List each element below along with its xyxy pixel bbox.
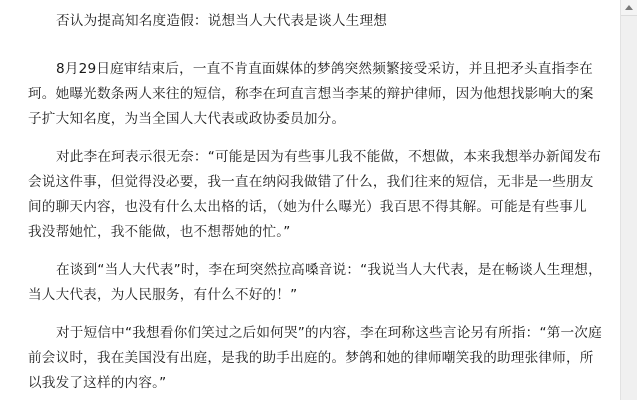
arrow-up-icon (625, 5, 633, 10)
paragraph-1-line-3: 子扩大知名度，为当全国人大代表或政协委员加分。 (28, 111, 346, 127)
paragraph-3-line-1: 在谈到“当人大代表”时，李在珂突然拉高嗓音说：“我说当人大代表，是在畅谈人生理想， (56, 262, 602, 278)
article-heading: 否认为提高知名度造假：说想当人大代表是谈人生理想 (56, 13, 388, 29)
paragraph-1-line-2: 珂。她曝光数条两人来往的短信，称李在珂直言想当李某的辩护律师，因为他想找影响大的案 (28, 86, 594, 102)
paragraph-2-line-1: 对此李在珂表示很无奈：“可能是因为有些事儿我不能做，不想做，本来我想举办新闻发布 (56, 149, 602, 165)
paragraph-4-line-2: 前会议时，我在美国没有出庭，是我的助手出庭的。梦鸽和她的律师嘲笑我的助理张律师，所 (28, 350, 594, 366)
paragraph-4-line-3: 以我发了这样的内容。” (28, 375, 167, 391)
paragraph-1-line-1: 8月29日庭审结束后，一直不肯直面媒体的梦鸽突然频繁接受采访，并且把矛头直指李在 (56, 61, 593, 77)
vertical-scrollbar[interactable] (620, 0, 637, 400)
scroll-up-button[interactable] (621, 0, 637, 16)
paragraph-2-line-2: 会说这件事，但觉得没必要，我一直在纳闷我做错了什么，我们往来的短信，无非是一些朋友 (28, 174, 594, 190)
paragraph-4-line-1: 对于短信中“我想看你们笑过之后如何哭”的内容，李在珂称这些言论另有所指：“第一次庭 (56, 325, 602, 341)
paragraph-3-line-2: 当人大代表，为人民服务，有什么不好的！” (28, 287, 298, 303)
paragraph-2-line-3: 间的聊天内容，也没有什么太出格的话，（她为什么曝光）我百思不得其解。可能是有些事儿 (28, 199, 587, 215)
paragraph-2-line-4: 我没帮她忙，我不能做，也不想帮她的忙。” (28, 224, 291, 240)
